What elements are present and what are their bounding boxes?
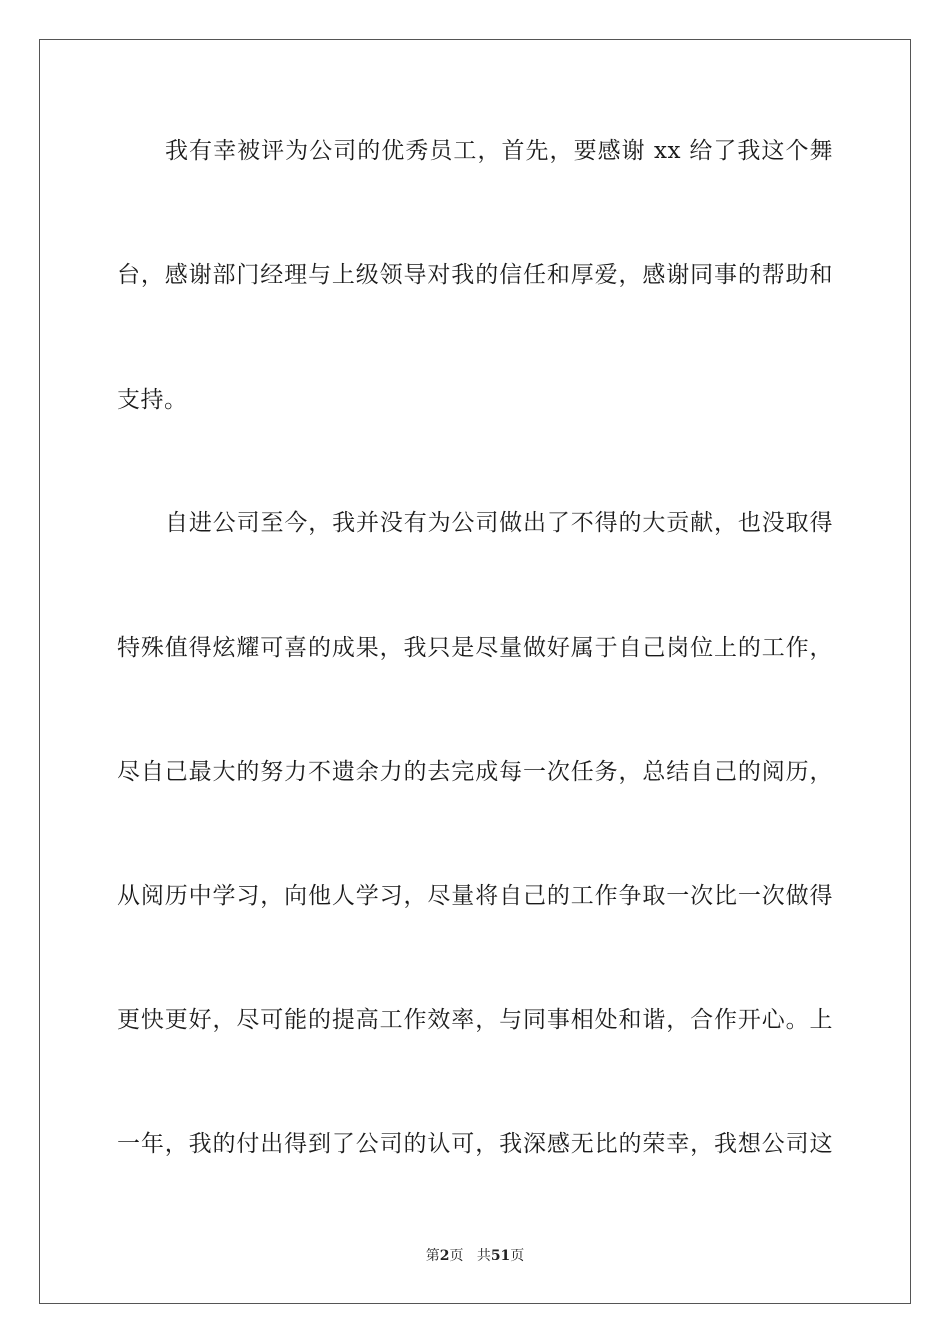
paragraph-2-line-4: 从阅历中学习，向他人学习，尽量将自己的工作争取一次比一次做得: [117, 883, 833, 909]
footer-total-pages: 51: [490, 1248, 511, 1264]
page-footer: [0, 1246, 950, 1266]
paragraph-2-line-6: 一年，我的付出得到了公司的认可，我深感无比的荣幸，我想公司这: [117, 1131, 833, 1157]
footer-page-suffix: 页: [449, 1248, 464, 1264]
paragraph-2-line-1: 自进公司至今，我并没有为公司做出了不得的大贡献，也没取得: [165, 510, 833, 536]
paragraph-1-line-2: 台，感谢部门经理与上级领导对我的信任和厚爱，感谢同事的帮助和: [117, 262, 833, 288]
page-border: [39, 39, 911, 1304]
footer-page-number: 2: [439, 1248, 450, 1264]
paragraph-2-line-5: 更快更好，尽可能的提高工作效率，与同事相处和谐，合作开心。上: [117, 1007, 833, 1033]
paragraph-1-line-3: 支持。: [117, 387, 188, 413]
footer-total-prefix: 共: [476, 1248, 491, 1264]
paragraph-1-line-1: 我有幸被评为公司的优秀员工，首先，要感谢 xx 给了我这个舞: [165, 138, 833, 164]
paragraph-2-line-3: 尽自己最大的努力不遗余力的去完成每一次任务，总结自己的阅历，: [117, 759, 833, 785]
footer-page-prefix: 第: [425, 1248, 440, 1264]
footer-total-suffix: 页: [510, 1248, 525, 1264]
paragraph-2-line-2: 特殊值得炫耀可喜的成果，我只是尽量做好属于自己岗位上的工作，: [117, 635, 833, 661]
